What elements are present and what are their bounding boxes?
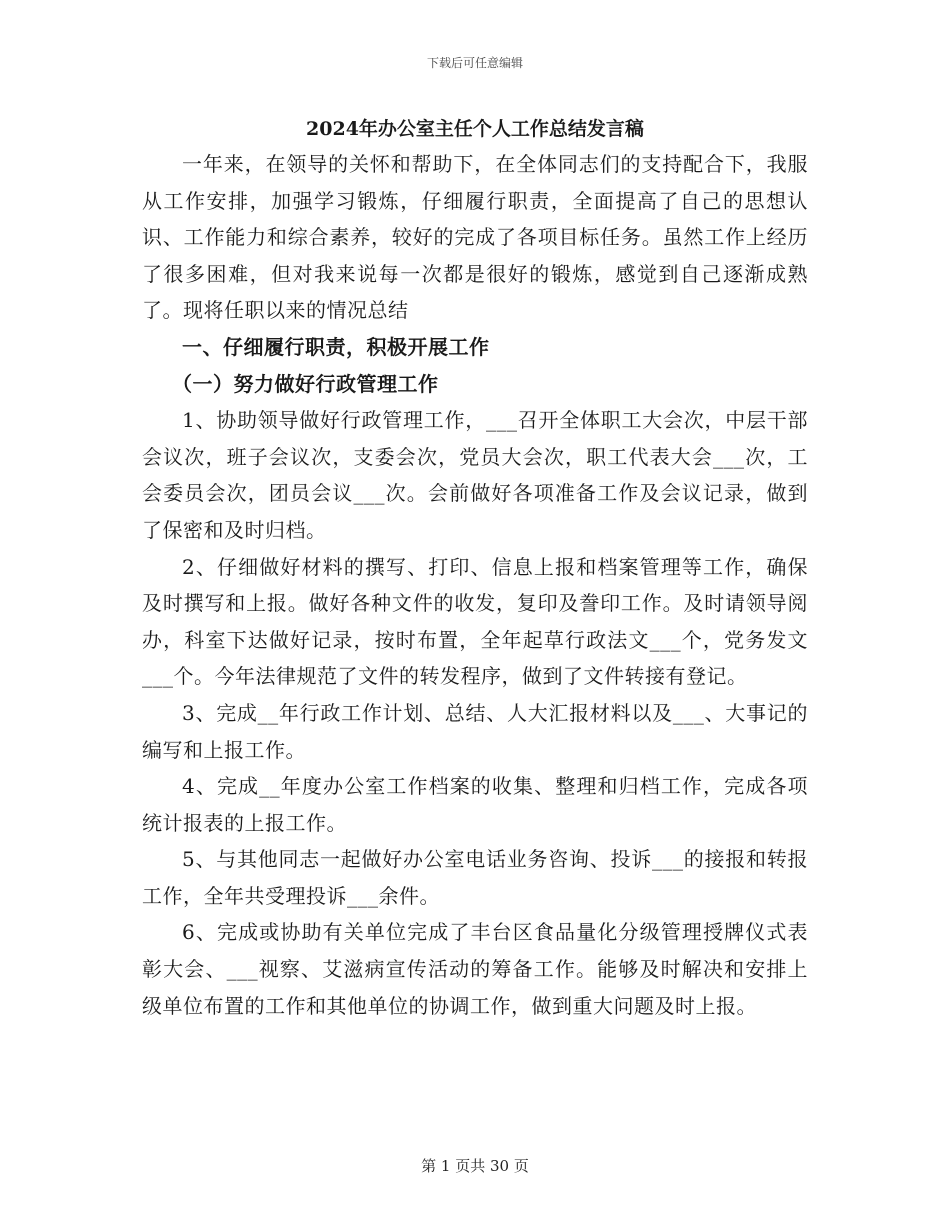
subsection-heading: （一）努力做好行政管理工作 xyxy=(172,371,439,396)
section-heading: 一、仔细履行职责，积极开展工作 xyxy=(182,334,490,359)
intro-paragraph: 一年来，在领导的关怀和帮助下，在全体同志们的支持配合下，我服从工作安排，加强学习锻炼，仔细履行职责，全面提高了自己的思想认识、工作能力和综合素养，较好的完成了各项目标任务。虽然工作上经历了很多困难，但对我来说每一次都是很好的锻炼，感觉到自己逐渐成熟了。现将任职以来的情况总结 xyxy=(142,152,808,323)
document-title: 2024年办公室主任个人工作总结发言稿 xyxy=(306,118,644,140)
document-body xyxy=(142,146,808,1024)
list-item: 1、协助领导做好行政管理工作，___召开全体职工大会次，中层干部会议次，班子会议次，支委会次，党员大会次，职工代表大会___次，工会委员会次，团员会议___次。会前做好各项准备工作及会议记录，做到了保密和及时归档。 xyxy=(142,408,808,542)
list-item: 2、仔细做好材料的撰写、打印、信息上报和档案管理等工作，确保及时撰写和上报。做好各种文件的收发，复印及誊印工作。及时请领导阅办，科室下达做好记录，按时布置，全年起草行政法文___个，党务发文___个。今年法律规范了文件的转发程序，做到了文件转接有登记。 xyxy=(142,554,808,689)
page-number: 第 1 页共 30 页 xyxy=(421,1157,529,1175)
list-item: 5、与其他同志一起做好办公室电话业务咨询、投诉___的接报和转报工作，全年共受理投诉___余件。 xyxy=(142,847,808,908)
list-item: 6、完成或协助有关单位完成了丰台区食品量化分级管理授牌仪式表彰大会、___视察、艾滋病宣传活动的筹备工作。能够及时解决和安排上级单位布置的工作和其他单位的协调工作，做到重大问题及时上报。 xyxy=(142,920,808,1018)
list-item: 4、完成__年度办公室工作档案的收集、整理和归档工作，完成各项统计报表的上报工作。 xyxy=(142,774,808,835)
page-header-note: 下载后可任意编辑 xyxy=(426,56,523,70)
list-item: 3、完成__年行政工作计划、总结、人大汇报材料以及___、大事记的编写和上报工作。 xyxy=(142,700,808,762)
